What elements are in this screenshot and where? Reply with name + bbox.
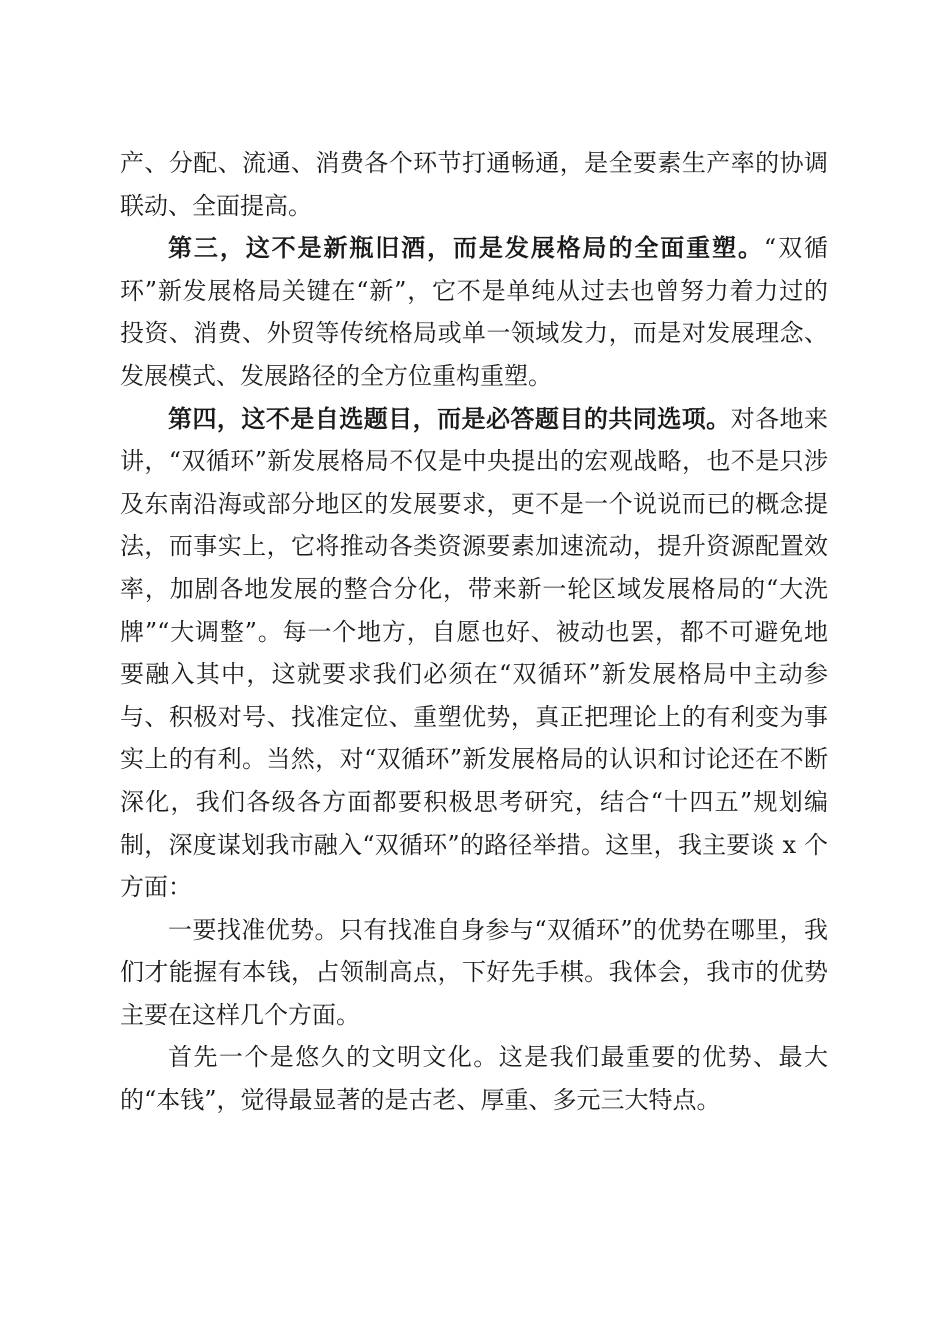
paragraph-3-lead: 第四，这不是自选题目，而是必答题目的共同选项。 [168,403,731,433]
paragraph-5 [120,1036,828,1121]
paragraph-3-text: 对各地来讲，“双循环”新发展格局不仅是中央提出的宏观战略，也不是只涉及东南沿海或部分地区的发展要求，更不是一个说说而已的概念提法，而事实上，它将推动各类资源要素加速流动，提升资源配置效率，加剧各地发展的整合分化，带来新一轮区域发展格局的“大洗牌”“大调整”。每一个地方，自愿也好、被动也罢，都不可避免地要融入其中，这就要求我们必须在“双循环”新发展格局中主动参与、积极对号、找准定位、重塑优势，真正把理论上的有利变为事实上的有利。当然，对“双循环”新发展格局的认识和讨论还在不断深化，我们各级各方面都要积极思考研究，结合“十四五”规划编制，深度谋划我市融入“双循环”的路径举措。这里，我主要谈 x 个方面： [120,404,829,902]
paragraph-1-text: 产、分配、流通、消费各个环节打通畅通，是全要素生产率的协调联动、全面提高。 [120,149,828,220]
paragraph-1 [120,142,828,227]
paragraph-4-text: 一要找准优势。只有找准自身参与“双循环”的优势在哪里，我们才能握有本钱，占领制高点，下好先手棋。我体会，我市的优势主要在这样几个方面。 [120,915,828,1029]
paragraph-2 [120,227,828,397]
paragraph-5-text: 首先一个是悠久的文明文化。这是我们最重要的优势、最大的“本钱”，觉得最显著的是古老、厚重、多元三大特点。 [120,1043,828,1115]
paragraph-4 [120,909,828,1037]
paragraph-2-text: “双循环”新发展格局关键在“新”，它不是单纯从过去也曾努力着力过的投资、消费、外贸等传统格局或单一领域发力，而是对发展理念、发展模式、发展路径的全方位重构重塑。 [120,234,828,390]
document-page [120,142,828,1122]
paragraph-3 [120,398,828,909]
paragraph-2-lead: 第三，这不是新瓶旧酒，而是发展格局的全面重塑。 [168,233,764,263]
